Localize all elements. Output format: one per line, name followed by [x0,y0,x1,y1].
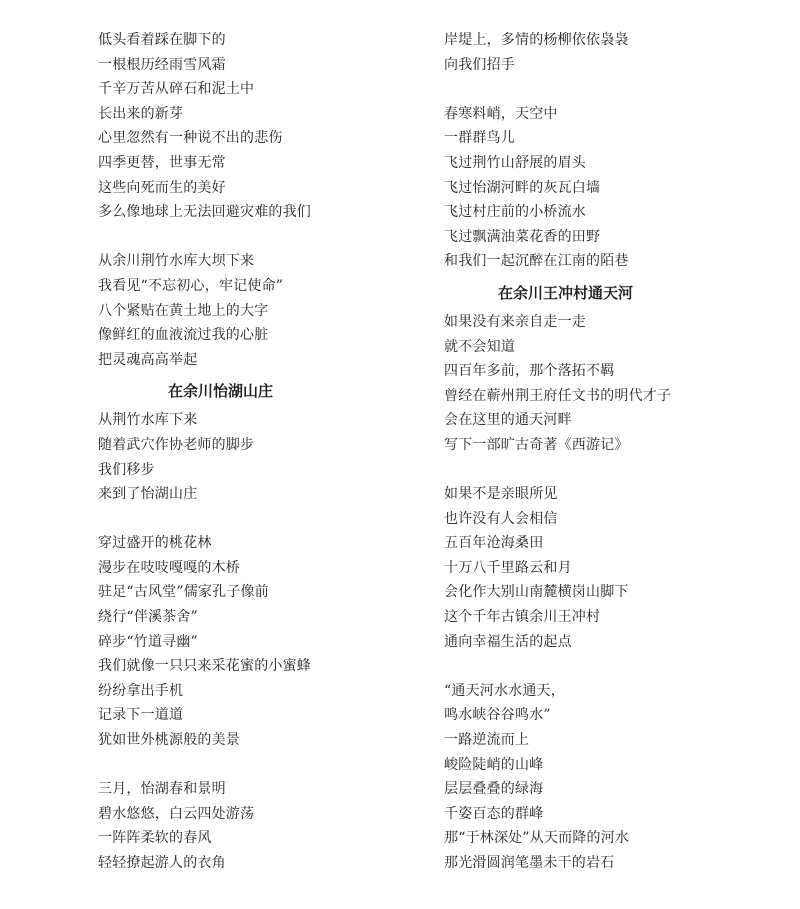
section-heading: 在余川王冲村通天河 [498,283,634,302]
poem-line: 我们移步 [98,461,155,478]
poem-line: 春寒料峭，天空中 [444,105,558,122]
poem-line: 一阵阵柔软的春风 [98,830,212,847]
stanza-break [98,507,438,532]
poem-line: 驻足“古风堂”儒家孔子像前 [98,584,269,601]
poem-line: 八个紧贴在黄土地上的大字 [98,302,269,319]
poem-column-left [98,28,438,876]
stanza-break [98,753,438,778]
poem-line: 岸堤上，多情的杨柳依依袅袅 [444,32,629,48]
poem-line: 千辛万苦从碎石和泥土中 [98,81,255,98]
poem-line: 碧水悠悠，白云四处游荡 [98,805,255,822]
poem-line: 千姿百态的群峰 [444,805,544,822]
poem-line: 心里忽然有一种说不出的悲伤 [98,130,283,147]
poem-line: 多么像地球上无法回避灾难的我们 [98,204,311,221]
poem-line: 飞过飘满油菜花香的田野 [444,228,601,245]
poem-line: 也许没有人会相信 [444,510,558,527]
poem-line: 如果没有来亲自走一走 [444,313,586,330]
poem-line: 绕行“伴溪茶舍” [98,609,198,626]
stanza-break [444,654,784,679]
poem-line: 这些向死而生的美好 [98,179,226,196]
poem-line: 会在这里的通天河畔 [444,412,572,429]
poem-line: 层层叠叠的绿海 [444,781,544,798]
poem-line: 写下一部旷古奇著《西游记》 [444,436,629,453]
poem-line: 四季更替，世事无常 [98,154,226,171]
poem-line: 飞过荆竹山舒展的眉头 [444,154,586,171]
poem-line: 像鲜红的血液流过我的心脏 [98,327,269,344]
poem-line: 我看见“不忘初心，牢记使命” [98,277,284,294]
poem-line: 一路逆流而上 [444,732,530,749]
section-heading: 在余川怡湖山庄 [168,382,274,401]
poem-line: 记录下一道道 [98,707,184,724]
poem-line: 穿过盛开的桃花林 [98,535,212,552]
poem-line: 那“于林深处”从天而降的河水 [444,830,630,847]
poem-line: 就不会知道 [444,338,515,355]
poem-line: 漫步在吱吱嘎嘎的木桥 [98,559,240,576]
poem-line: 鸣水峡谷谷鸣水” [444,707,551,724]
poem-line: 向我们招手 [444,56,515,73]
poem-line: 一根根历经雨雪风霜 [98,56,226,73]
poem-line: 犹如世外桃源般的美景 [98,732,240,749]
poem-line: 和我们一起沉醉在江南的陌巷 [444,253,629,270]
poem-line: 轻轻撩起游人的衣角 [98,855,226,871]
poem-line: 一群群鸟儿 [444,130,515,147]
poem-line: 低头看着踩在脚下的 [98,32,226,48]
poem-line: 从荆竹水库下来 [98,412,198,429]
poem-line: 把灵魂高高举起 [98,351,198,368]
poem-line: 飞过村庄前的小桥流水 [444,204,586,221]
poem-line: 四百年多前，那个落拓不羁 [444,363,615,380]
poem-line: 这个千年古镇余川王冲村 [444,609,601,626]
poem-line: 碎步“竹道寻幽” [98,633,198,650]
stanza-break [444,458,784,483]
stanza-break [98,225,438,250]
poem-line: 长出来的新芽 [98,105,184,122]
poem-line: 从余川荆竹水库大坝下来 [98,253,255,270]
poem-line: 十万八千里路云和月 [444,559,572,576]
poem-line: 那光滑圆润笔墨未干的岩石 [444,855,615,871]
poem-line: 飞过怡湖河畔的灰瓦白墙 [444,179,601,196]
poem-line: 三月，怡湖春和景明 [98,781,226,798]
poem-column-right [444,28,784,876]
poem-line: 曾经在蕲州荆王府任文书的明代才子 [444,387,672,404]
stanza-break [444,77,784,102]
poem-line: 来到了怡湖山庄 [98,486,198,503]
poem-line: 通向幸福生活的起点 [444,633,572,650]
poem-line: “通天河水水通天， [444,682,565,699]
poem-line: 峻险陡峭的山峰 [444,756,544,773]
poem-line: 五百年沧海桑田 [444,535,544,552]
poem-line: 纷纷拿出手机 [98,682,184,699]
poem-line: 会化作大别山南麓横岗山脚下 [444,584,629,601]
poem-line: 我们就像一只只来采花蜜的小蜜蜂 [98,658,311,675]
poem-line: 随着武穴作协老师的脚步 [98,436,255,453]
poem-line: 如果不是亲眼所见 [444,486,558,503]
